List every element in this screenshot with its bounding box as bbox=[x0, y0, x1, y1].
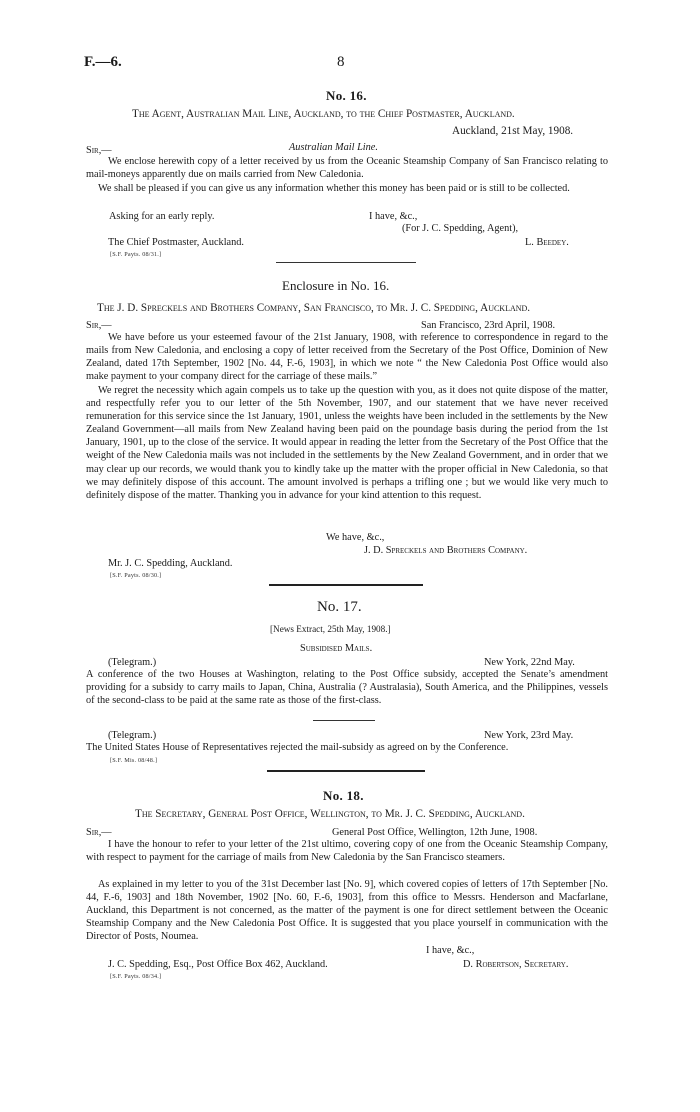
no17-ref: [S.F. Mis. 08/48.] bbox=[110, 757, 158, 764]
enclosure16-heading: Enclosure in No. 16. bbox=[282, 278, 390, 293]
no16-ref: [S.F. Payts. 08/31.] bbox=[110, 251, 162, 258]
divider bbox=[269, 584, 423, 586]
divider bbox=[313, 720, 375, 721]
no17-tel1-label: (Telegram.) bbox=[108, 657, 157, 668]
no16-para1: We enclose herewith copy of a letter received by us from the Oceanic Steamship Company of San Francisco relating to mail-moneys apparently due on mails carried from New Caledonia. bbox=[86, 156, 608, 181]
no18-signature: D. Robertson, Secretary. bbox=[463, 959, 569, 970]
no18-heading: No. 18. bbox=[323, 788, 364, 803]
no17-tel1-place-date: New York, 22nd May. bbox=[484, 657, 575, 668]
no18-from-line: The Secretary, General Post Office, Wellington, to Mr. J. C. Spedding, Auckland. bbox=[135, 808, 525, 820]
no16-subject: Australian Mail Line. bbox=[289, 142, 378, 153]
no16-place-date: Auckland, 21st May, 1908. bbox=[452, 125, 574, 137]
no18-place-date: General Post Office, Wellington, 12th June, 1908. bbox=[332, 827, 538, 838]
no16-for-line: (For J. C. Spedding, Agent), bbox=[402, 223, 519, 234]
enclosure16-para2: We regret the necessity which again compels us to take up the question with you, as it does not quite dispose of the matter, and respectfully refer you to our letter of the 5th November, 1907, and our statement that we have never received remuneration for this service since the 1st January, 1901, unless the weights have been included in the settlements by the New Zealand Government—all mails from New Zealand having been paid on the poundage basis during the period from the 1st January, 1901, up to the close of the service. It would appear in reading the letter from the Secretary of the Post Office that the weight of the New Caledonia mails was not included in the settlements by the New Zealand Government, and in order that we may clear up our records, we would thank you to kindly take up the matter with the proper official in New Caledonia, so that we may definitely dispose of this account. The amount involved is perhaps a trifling one ; but we would like very much to definitely dispose of the matter. Thanking you in advance for your kind attention to this request. bbox=[86, 385, 608, 501]
divider bbox=[276, 262, 416, 263]
no16-para2: We shall be pleased if you can give us any information whether this money has been paid or is still to be collected. bbox=[98, 183, 570, 194]
divider bbox=[267, 770, 425, 772]
page-code: F.—6. bbox=[84, 54, 122, 70]
no18-para1: I have the honour to refer to your letter of the 21st ultimo, covering copy of one from the Oceanic Steamship Company, with respect to payment for the carriage of mails from New Caledonia by the San Francisco steamers. bbox=[86, 839, 608, 864]
no18-para2: As explained in my letter to you of the 31st December last [No. 9], which covered copies of letters of 17th September [No. 44, F.-6, 1903] and 18th November, 1902 [No. 60, F.-6, 1903], from this office to Messrs. Henderson and Macfarlane, Auckland, this Department is not concerned, as the matter of the payment is one for direct settlement between the Oceanic Steamship Company and the New Caledonia Post Office. It is suggested that you place yourself in communication with the Director of Posts, Noumea. bbox=[86, 879, 608, 943]
enclosure16-para1: We have before us your esteemed favour of the 21st January, 1908, with reference to correspondence in regard to the mails from New Caledonia, and enclosing a copy of letter received from the Secretary of the Post Office, Dominion of New Zealand, dated 17th September, 1902 [No. 44, F.-6, 1903], in which we note “ the New Caledonia Post Office would also make payment to your company direct for the carriage of these mails.” bbox=[86, 332, 608, 383]
no18-salutation: Sir,— bbox=[86, 827, 112, 838]
no18-closing: I have, &c., bbox=[426, 945, 475, 956]
enclosure16-place-date: San Francisco, 23rd April, 1908. bbox=[421, 320, 556, 331]
no17-tel2-place-date: New York, 23rd May. bbox=[484, 730, 574, 741]
no16-closing: I have, &c., bbox=[369, 211, 418, 222]
page-number: 8 bbox=[337, 54, 345, 70]
no18-ref: [S.F. Payts. 08/34.] bbox=[110, 973, 162, 980]
no17-heading: No. 17. bbox=[317, 599, 362, 615]
enclosure16-closing: We have, &c., bbox=[326, 532, 385, 543]
no16-from-line: The Agent, Australian Mail Line, Auckland, to the Chief Postmaster, Auckland. bbox=[132, 108, 515, 120]
no18-addressee: J. C. Spedding, Esq., Post Office Box 462, Auckland. bbox=[108, 959, 328, 970]
no16-heading: No. 16. bbox=[326, 88, 367, 103]
no16-salutation: Sir,— bbox=[86, 145, 112, 156]
no17-tel1-body: A conference of the two Houses at Washington, relating to the Post Office subsidy, accepted the Senate’s amendment providing for a subsidy to carry mails to Japan, China, Australia (? Australasia), South America, and the Philippines, vessels of the second-class to be paid at the same rate as those of the first-class. bbox=[86, 669, 608, 707]
enclosure16-salutation: Sir,— bbox=[86, 320, 112, 331]
enclosure16-signature: J. D. Spreckels and Brothers Company. bbox=[364, 545, 528, 556]
no16-signature: L. Beedey. bbox=[525, 237, 569, 248]
enclosure16-addressee: Mr. J. C. Spedding, Auckland. bbox=[108, 558, 233, 569]
no16-para3: Asking for an early reply. bbox=[109, 211, 215, 222]
no16-addressee: The Chief Postmaster, Auckland. bbox=[108, 237, 244, 248]
enclosure16-ref: [S.F. Payts. 08/30.] bbox=[110, 572, 162, 579]
no17-tel2-body: The United States House of Representatives rejected the mail-subsidy as agreed on by the Conference. bbox=[86, 742, 509, 753]
no17-subject: Subsidised Mails. bbox=[300, 643, 373, 654]
enclosure16-from-line: The J. D. Spreckels and Brothers Company, San Francisco, to Mr. J. C. Spedding, Auckland. bbox=[97, 302, 531, 314]
no17-source: [News Extract, 25th May, 1908.] bbox=[270, 624, 391, 634]
no17-tel2-label: (Telegram.) bbox=[108, 730, 157, 741]
